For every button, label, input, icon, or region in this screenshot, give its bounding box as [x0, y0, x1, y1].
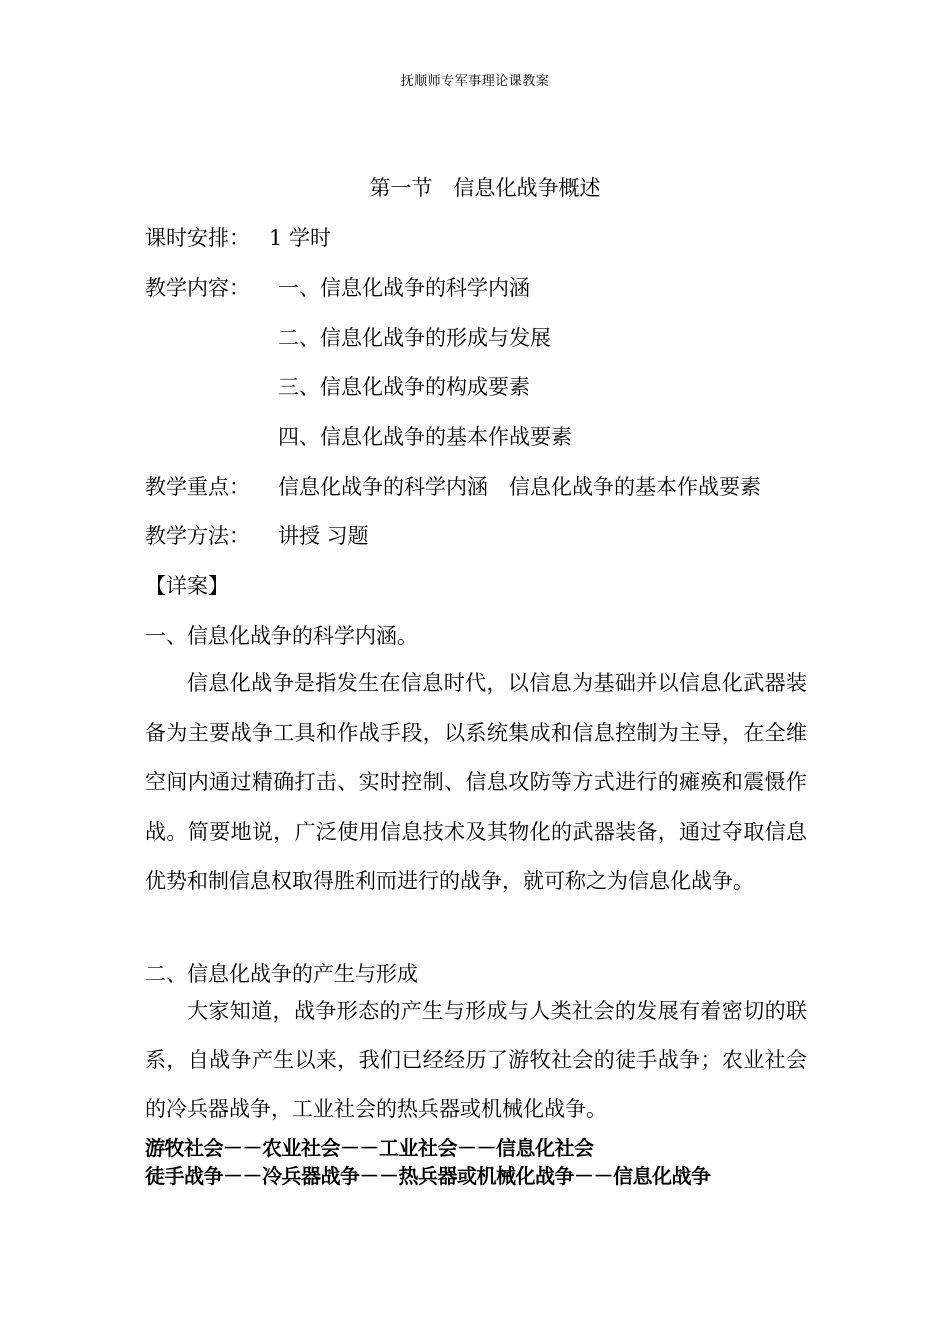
- section1-heading: 一、信息化战争的科学内涵。: [145, 624, 418, 648]
- section1-paragraph: 信息化战争是指发生在信息时代，以信息为基础并以信息化武器装备为主要战争工具和作战手段，以系统集成和信息控制为主导，在全维空间内通过精确打击、实时控制、信息攻防等方式进行的瘫痪和震慑作战。简要地说，广泛使用信息技术及其物化的武器装备，通过夺取信息优势和制信息权取得胜利而进行的战争，就可称之为信息化战争。: [145, 671, 807, 894]
- content-item-2: 二、信息化战争的形成与发展: [278, 326, 551, 350]
- method-row: [145, 520, 369, 550]
- detail-heading: 【详案】: [145, 574, 229, 598]
- section2-heading: 二、信息化战争的产生与形成: [145, 962, 418, 986]
- focus-label: 教学重点：: [145, 475, 250, 499]
- content-item-4: 四、信息化战争的基本作战要素: [278, 425, 572, 449]
- schedule-row: [145, 222, 331, 252]
- section-title: 第一节 信息化战争概述: [369, 176, 601, 200]
- focus-row: [145, 471, 761, 501]
- content-row: [145, 272, 530, 302]
- content-label: 教学内容：: [145, 276, 250, 300]
- page-header: 抚顺师专军事理论课教案: [400, 74, 550, 89]
- schedule-label: 课时安排：: [145, 226, 250, 250]
- content-item-3: 三、信息化战争的构成要素: [278, 375, 530, 399]
- method-label: 教学方法：: [145, 524, 250, 548]
- content-item-1: 一、信息化战争的科学内涵: [278, 276, 530, 300]
- society-chain: 游牧社会－－农业社会－－工业社会－－信息化社会: [145, 1136, 594, 1160]
- war-chain: 徒手战争－－冷兵器战争－－热兵器或机械化战争－－信息化战争: [145, 1164, 711, 1188]
- schedule-value: 1 学时: [269, 226, 332, 250]
- section2-paragraph: 大家知道，战争形态的产生与形成与人类社会的发展有着密切的联系，自战争产生以来，我们已经经历了游牧社会的徒手战争；农业社会的冷兵器战争，工业社会的热兵器或机械化战争。: [145, 999, 807, 1122]
- method-value: 讲授 习题: [278, 524, 369, 548]
- focus-value: 信息化战争的科学内涵 信息化战争的基本作战要素: [278, 475, 761, 499]
